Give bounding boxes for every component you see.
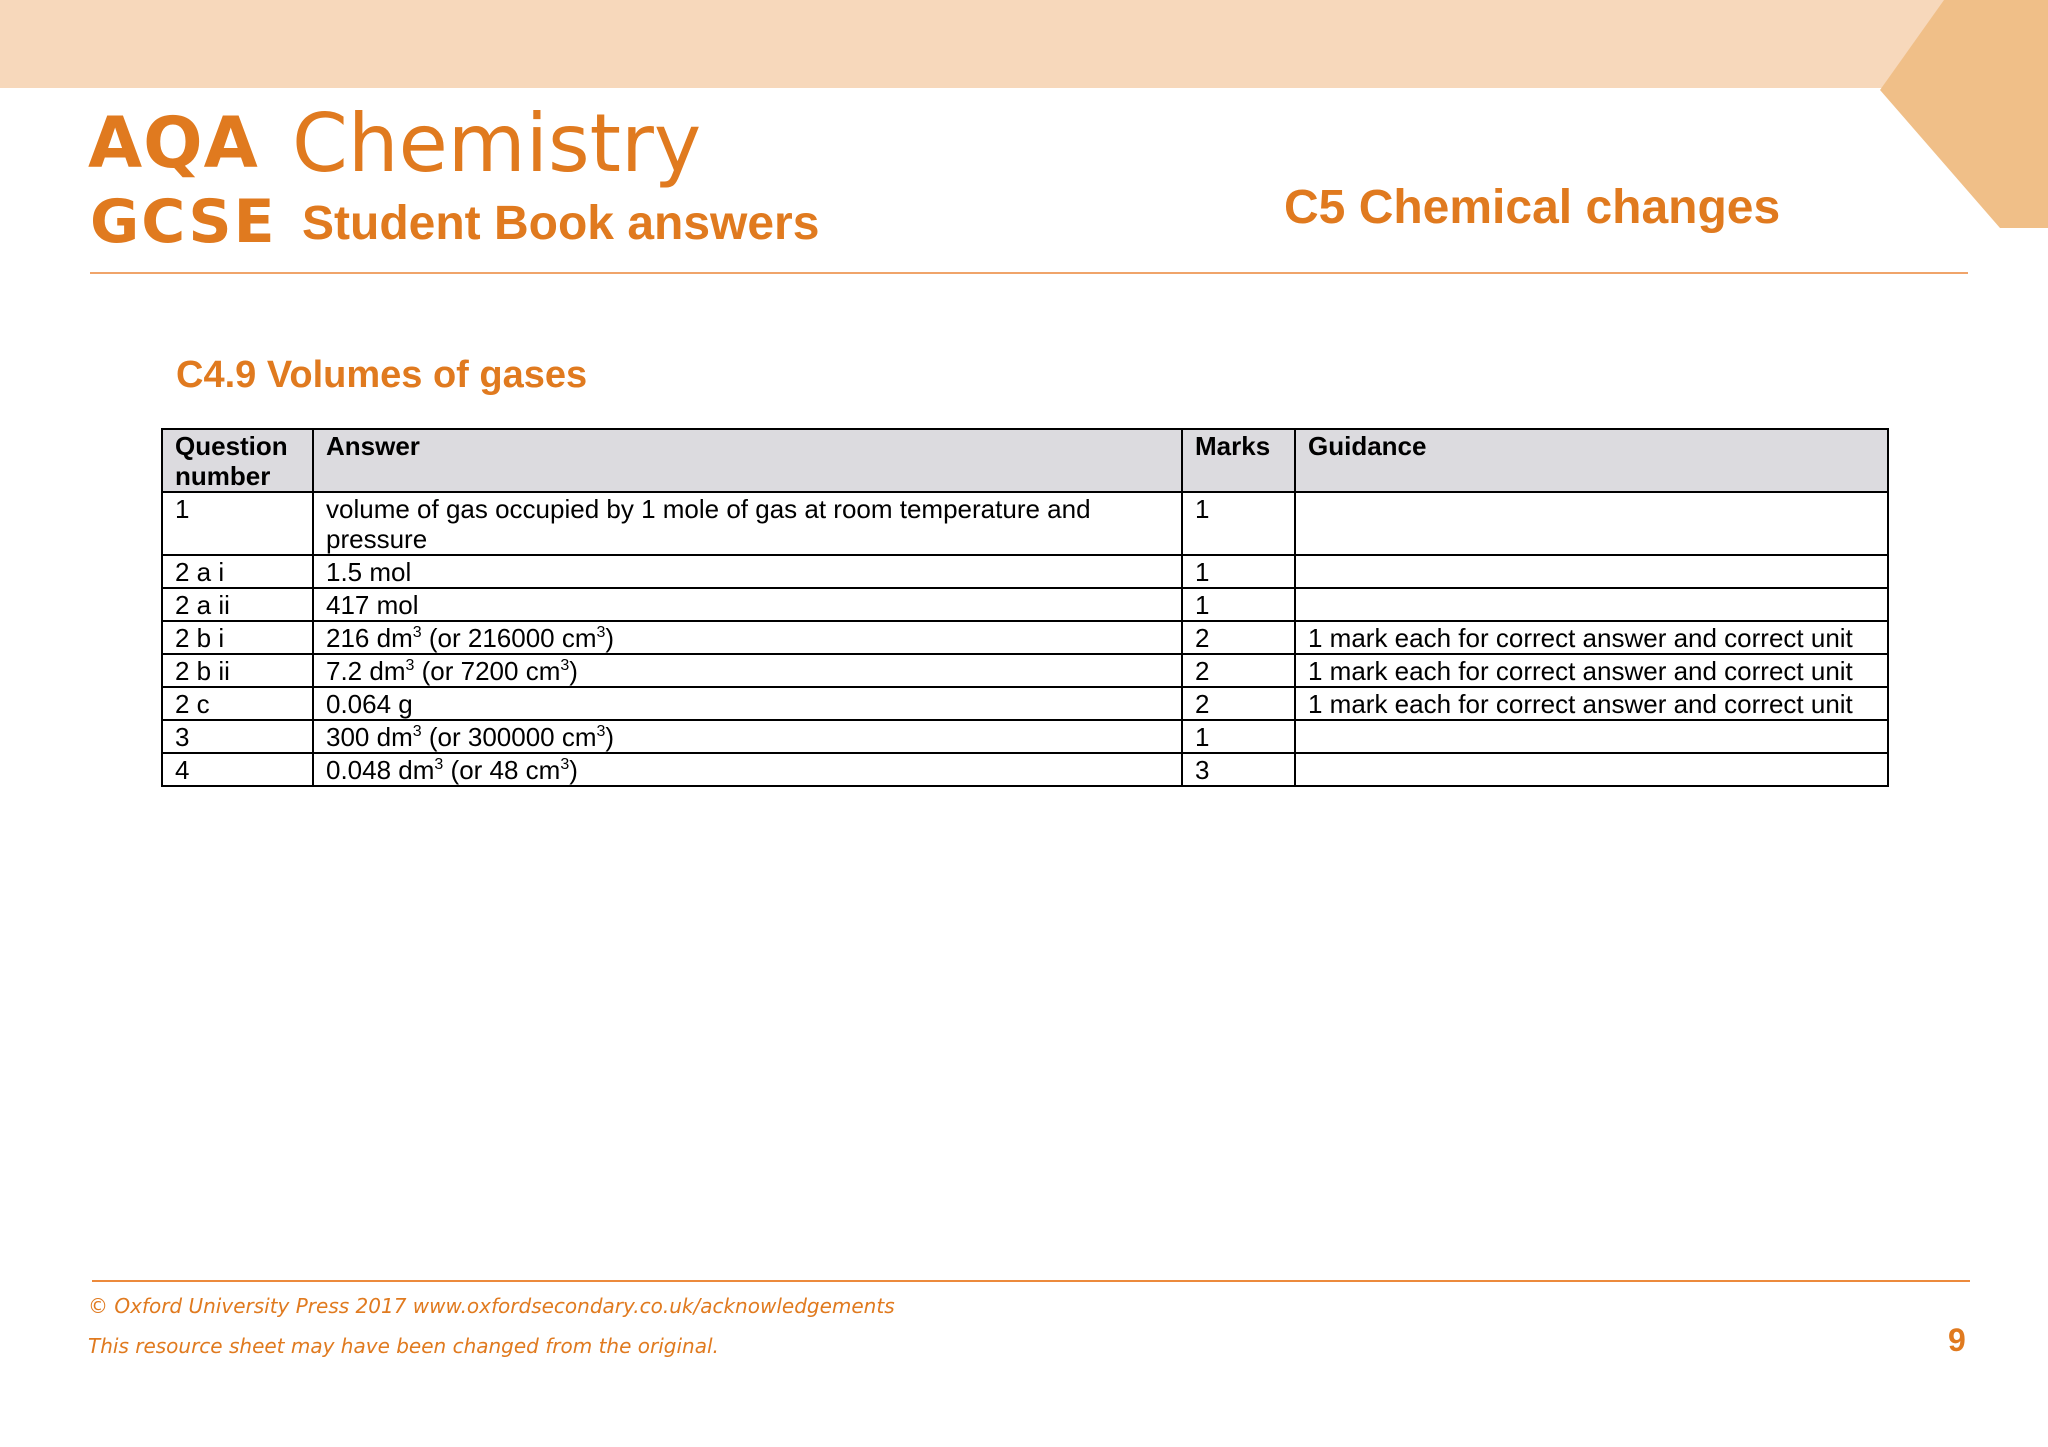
guidance-cell [1295, 492, 1888, 555]
answer-text: 300 dm [326, 722, 413, 752]
top-banner [0, 0, 2048, 88]
page-number: 9 [1948, 1322, 1966, 1358]
answer-cell [313, 621, 1182, 654]
guidance-cell: 1 mark each for correct answer and correct unit [1295, 621, 1888, 654]
footer-notice: This resource sheet may have been changed from the original. [88, 1334, 719, 1358]
guidance-cell [1295, 720, 1888, 753]
superscript: 3 [412, 723, 422, 740]
brand-aqa-logo: AQA [88, 102, 259, 184]
column-header-marks: Marks [1182, 429, 1295, 492]
table-row [162, 654, 1888, 687]
answer-text: (or 7200 cm [414, 656, 561, 686]
answer-text: (or 216000 cm [421, 623, 597, 653]
marks-cell: 3 [1182, 753, 1295, 786]
table-row [162, 720, 1888, 753]
question-cell: 2 a ii [162, 588, 313, 621]
superscript: 3 [412, 624, 422, 641]
answer-text: ) [605, 722, 615, 752]
answer-cell: 417 mol [313, 588, 1182, 621]
table-row [162, 621, 1888, 654]
answer-cell: 1.5 mol [313, 555, 1182, 588]
marks-cell: 1 [1182, 492, 1295, 555]
answer-text: 0.048 dm [326, 755, 435, 785]
book-title: Student Book answers [302, 197, 820, 250]
answer-text: ) [605, 623, 615, 653]
marks-cell: 1 [1182, 555, 1295, 588]
answer-cell: 0.064 g [313, 687, 1182, 720]
answer-cell [313, 654, 1182, 687]
superscript: 3 [560, 657, 570, 674]
subject-title: Chemistry [292, 97, 702, 190]
guidance-cell [1295, 588, 1888, 621]
table-row [162, 687, 1888, 720]
table-row [162, 492, 1888, 555]
corner-decoration [1880, 0, 2048, 228]
superscript: 3 [560, 756, 570, 773]
marks-cell: 1 [1182, 588, 1295, 621]
table-header-row [162, 429, 1888, 492]
answer-cell [313, 753, 1182, 786]
footer-copyright: © Oxford University Press 2017 www.oxfordsecondary.co.uk/acknowledgements [88, 1294, 895, 1318]
superscript: 3 [596, 624, 606, 641]
question-cell: 2 c [162, 687, 313, 720]
table-row [162, 753, 1888, 786]
answer-text: (or 48 cm [443, 755, 561, 785]
superscript: 3 [405, 657, 415, 674]
marks-cell: 2 [1182, 621, 1295, 654]
superscript: 3 [434, 756, 444, 773]
answer-text: (or 300000 cm [421, 722, 597, 752]
answer-cell: volume of gas occupied by 1 mole of gas at room temperature and pressure [313, 492, 1182, 555]
column-header-answer: Answer [313, 429, 1182, 492]
guidance-cell [1295, 753, 1888, 786]
question-cell: 2 b ii [162, 654, 313, 687]
table-row [162, 555, 1888, 588]
guidance-cell [1295, 555, 1888, 588]
header-divider [90, 272, 1968, 274]
answer-text: ) [569, 656, 578, 686]
brand-gcse-logo: GCSE [90, 187, 277, 257]
marks-cell: 1 [1182, 720, 1295, 753]
answer-cell [313, 720, 1182, 753]
question-cell: 2 a i [162, 555, 313, 588]
answer-text: 216 dm [326, 623, 413, 653]
corner-polygon [1880, 0, 2048, 228]
column-header-guidance: Guidance [1295, 429, 1888, 492]
table-row [162, 588, 1888, 621]
marks-cell: 2 [1182, 654, 1295, 687]
footer-divider [92, 1280, 1970, 1282]
answer-text: 7.2 dm [326, 656, 406, 686]
question-cell: 3 [162, 720, 313, 753]
column-header-question: Question number [162, 429, 313, 492]
superscript: 3 [596, 723, 606, 740]
question-cell: 2 b i [162, 621, 313, 654]
section-title: C4.9 Volumes of gases [176, 354, 588, 396]
chapter-title: C5 Chemical changes [1284, 181, 1781, 234]
guidance-cell: 1 mark each for correct answer and correct unit [1295, 687, 1888, 720]
answer-text: ) [569, 755, 578, 785]
question-cell: 1 [162, 492, 313, 555]
answers-table [161, 428, 1889, 787]
marks-cell: 2 [1182, 687, 1295, 720]
question-cell: 4 [162, 753, 313, 786]
guidance-cell: 1 mark each for correct answer and correct unit [1295, 654, 1888, 687]
